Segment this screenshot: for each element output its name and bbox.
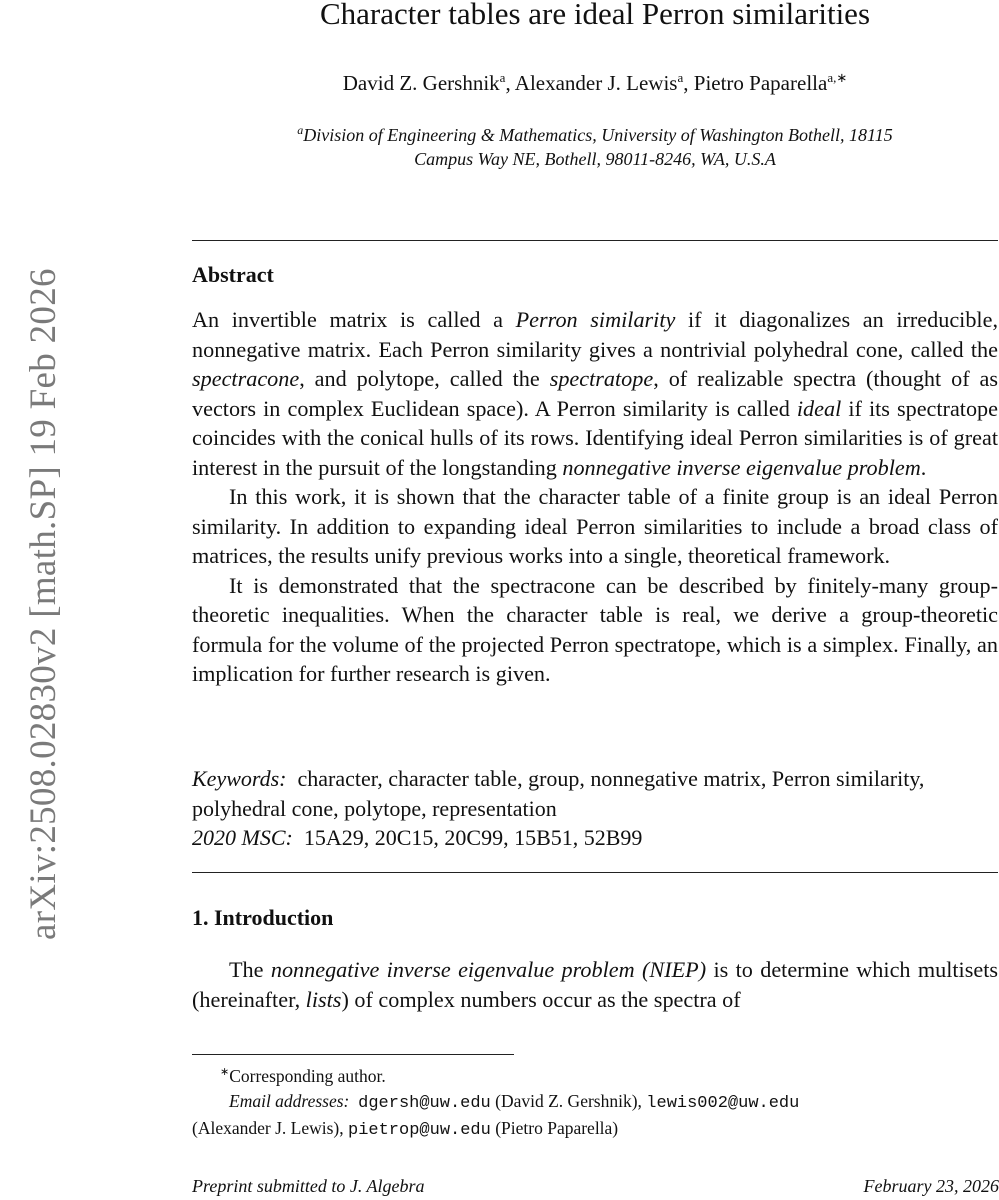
footnote-emails: Email addresses: dgersh@uw.edu (David Z. Gershnik), lewis002@uw.edu	[229, 1090, 800, 1113]
divider	[192, 240, 998, 241]
abstract-body	[192, 305, 998, 689]
keywords-block	[192, 764, 998, 853]
keywords	[192, 764, 998, 823]
footer-date: February 23, 2026	[863, 1176, 999, 1196]
author-name: Pietro Paparella	[693, 71, 828, 95]
affiliation-mark: a,∗	[827, 70, 848, 85]
footer-preprint: Preprint submitted to J. Algebra	[192, 1176, 425, 1196]
affiliation	[192, 118, 998, 171]
affiliation-mark: a	[499, 70, 506, 85]
abstract-paragraph: It is demonstrated that the spectracone can be described by finitely-many group-theoretic inequalities. When the character table is real, we derive a group-theoretic formula for the volume of the projected Perron spectratope, which is a simplex. Finally, an implication for further research is given.	[192, 572, 998, 686]
abstract-paragraph: An invertible matrix is called a Perron similarity if it diagonalizes an irreducible, nonnegative matrix. Each Perron similarity gives a nontrivial polyhedral cone, called the spectracone, and polytope, called the spectratope, of realizable spectra (thought of as vectors in complex Euclidean space). A Perron similarity is called ideal if its spectratope coincides with the conical hulls of its rows. Identifying ideal Perron similarities is of great interest in the pursuit of the longstanding nonnegative inverse eigenvalue problem.	[192, 307, 998, 480]
keywords-label: Keywords:	[192, 766, 287, 791]
keywords-text: character, character table, group, nonnegative matrix, Perron similarity, polyhedral cone, polytope, representation	[192, 766, 925, 821]
email-link[interactable]: dgersh@uw.edu	[358, 1093, 491, 1113]
author-list: David Z. Gershnik$^a$, Alexander J. Lewis$^a$, Pietro Paparella$^{a,∗}$	[342, 70, 848, 95]
affiliation-line: Campus Way NE, Bothell, 98011-8246, WA, U.S.A	[414, 149, 776, 169]
footnote-corresponding: ∗Corresponding author.	[220, 1065, 386, 1086]
arxiv-identifier[interactable]: arXiv:2508.02830v2 [math.SP] 19 Feb 2026	[23, 268, 64, 940]
email-label: Email addresses:	[229, 1090, 350, 1111]
divider	[192, 872, 998, 873]
affiliation-line: Division of Engineering & Mathematics, University of Washington Bothell, 18115	[303, 125, 893, 145]
msc-codes	[192, 823, 998, 853]
email-link[interactable]: pietrop@uw.edu	[348, 1120, 491, 1140]
author-name: Alexander J. Lewis	[514, 71, 678, 95]
paper-title: Character tables are ideal Perron similarities	[319, 0, 871, 31]
footnote-rule	[192, 1054, 514, 1055]
footnote-emails-cont: (Alexander J. Lewis), pietrop@uw.edu (Pietro Paparella)	[192, 1117, 619, 1140]
abstract-heading: Abstract	[192, 262, 274, 287]
intro-body	[192, 955, 998, 1014]
abstract-paragraph: In this work, it is shown that the character table of a finite group is an ideal Perron similarity. In addition to expanding ideal Perron similarities to include a broad class of matrices, the results unify previous works into a single, theoretical framework.	[192, 484, 998, 568]
arxiv-stamp	[0, 0, 64, 1200]
affiliation-mark: a	[677, 70, 684, 85]
intro-paragraph: The nonnegative inverse eigenvalue problem (NIEP) is to determine which multisets (hereinafter, lists) of complex numbers occur as the spectra of	[192, 957, 998, 1012]
msc-text: 15A29, 20C15, 20C99, 15B51, 52B99	[303, 825, 643, 850]
section-heading: 1. Introduction	[192, 905, 334, 930]
footnotes	[192, 1060, 998, 1143]
author-name: David Z. Gershnik	[342, 71, 500, 95]
affiliation-mark: a	[297, 123, 304, 137]
msc-label: 2020 MSC:	[192, 825, 293, 850]
email-link[interactable]: lewis002@uw.edu	[646, 1093, 800, 1113]
